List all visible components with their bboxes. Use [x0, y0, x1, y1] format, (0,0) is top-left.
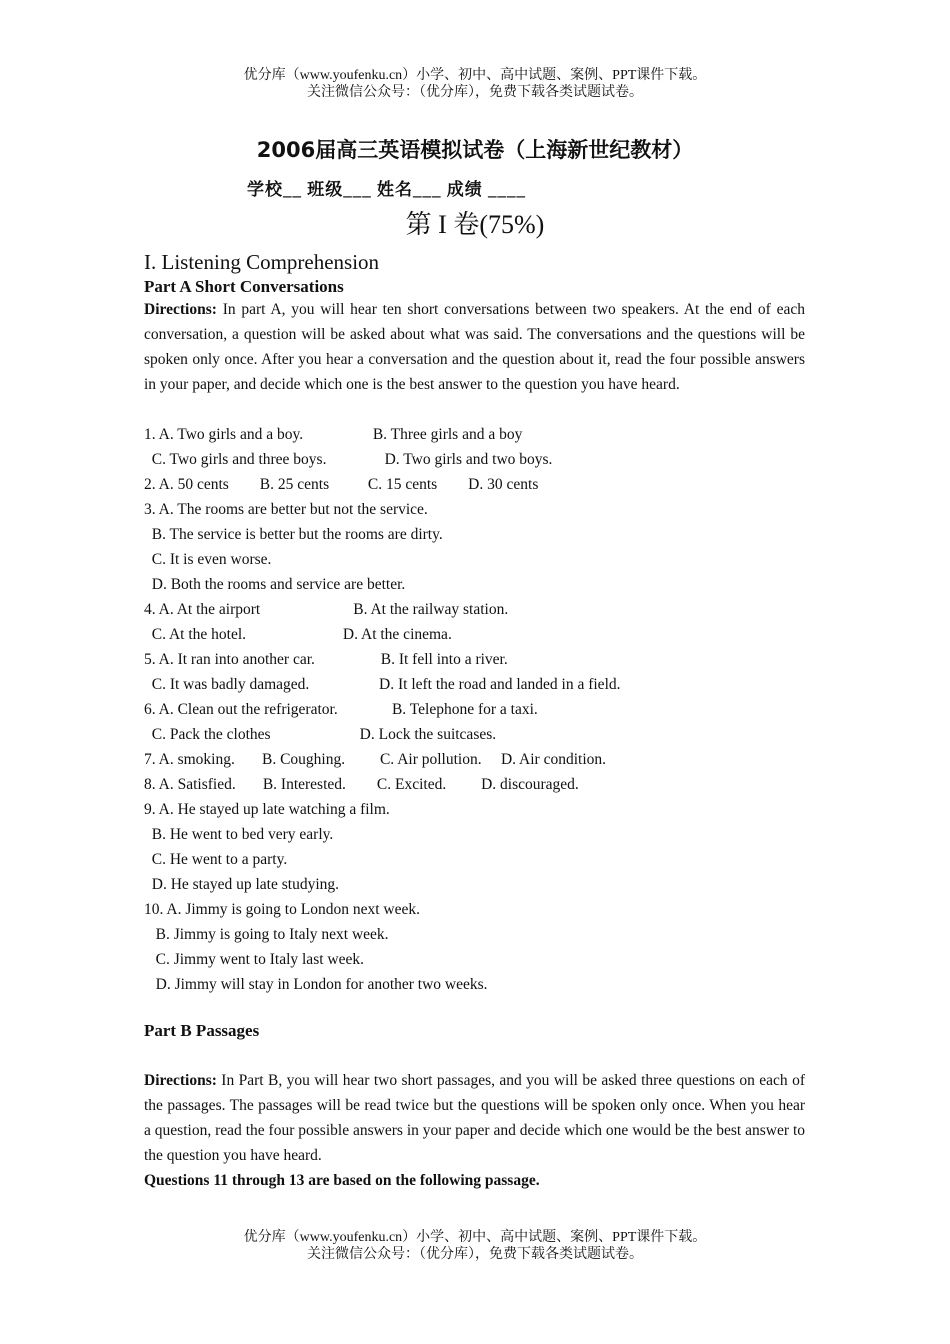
question-line: B. He went to bed very early.: [144, 826, 334, 843]
question-line: 9. A. He stayed up late watching a film.: [144, 801, 390, 818]
footer-line-2: 关注微信公众号：（优分库），免费下载各类试题试卷。: [307, 1247, 643, 1262]
question-line: 1. A. Two girls and a boy. B. Three girls and a boy: [144, 426, 523, 443]
directions-text: In Part B, you will hear two short passages, and you will be asked three questions on each of the passages. The passages will be read twice but the questions will be spoken only once. When you hear a question, read the four possible answers in your paper and decide which one would be the best answer to the question you have heard.: [144, 1072, 805, 1164]
question-line: B. Jimmy is going to Italy next week.: [144, 926, 389, 943]
question-line: 5. A. It ran into another car. B. It fell into a river.: [144, 651, 508, 668]
exam-content: [144, 247, 805, 1193]
part-b-note: Questions 11 through 13 are based on the following passage.: [144, 1172, 540, 1189]
part-b-heading: Part B Passages: [144, 1021, 260, 1040]
question-line: C. It was badly damaged. D. It left the road and landed in a field.: [144, 676, 621, 693]
student-info-line: 学校__ 班级___ 姓名___ 成绩 ____: [247, 180, 526, 199]
question-line: 6. A. Clean out the refrigerator. B. Telephone for a taxi.: [144, 701, 538, 718]
question-line: 4. A. At the airport B. At the railway station.: [144, 601, 509, 618]
part-a-heading: Part A Short Conversations: [144, 277, 344, 296]
part-b-directions: [144, 1068, 805, 1168]
part-a-directions: [144, 297, 805, 397]
question-line: B. The service is better but the rooms are dirty.: [144, 526, 443, 543]
directions-label: Directions:: [144, 1072, 217, 1089]
question-line: 8. A. Satisfied. B. Interested. C. Excited. D. discouraged.: [144, 776, 579, 793]
question-line: C. Jimmy went to Italy last week.: [144, 951, 364, 968]
page-footer: [0, 1229, 950, 1263]
question-line: C. He went to a party.: [144, 851, 288, 868]
directions-text: In part A, you will hear ten short conversations between two speakers. At the end of each conversation, a question will be asked about what was said. The conversations and the questions will be spoken only once. After you hear a conversation and the question about it, read the four possible answers in your paper, and decide which one is the best answer to the question you have heard.: [144, 301, 805, 393]
question-line: D. Jimmy will stay in London for another two weeks.: [144, 976, 488, 993]
volume-heading: 第 I 卷(75%): [405, 210, 545, 239]
question-line: 10. A. Jimmy is going to London next week.: [144, 901, 420, 918]
header-line-1: 优分库（www.youfenku.cn）小学、初中、高中试题、案例、PPT课件下载。: [243, 68, 707, 83]
question-line: C. It is even worse.: [144, 551, 272, 568]
question-line: C. At the hotel. D. At the cinema.: [144, 626, 452, 643]
question-line: C. Two girls and three boys. D. Two girls and two boys.: [144, 451, 553, 468]
footer-line-1: 优分库（www.youfenku.cn）小学、初中、高中试题、案例、PPT课件下载。: [243, 1230, 707, 1245]
directions-label: Directions:: [144, 301, 217, 318]
exam-title: 2006届高三英语模拟试卷（上海新世纪教材）: [256, 138, 694, 162]
question-line: 7. A. smoking. B. Coughing. C. Air pollution. D. Air condition.: [144, 751, 607, 768]
question-list: [144, 422, 805, 997]
question-line: 2. A. 50 cents B. 25 cents C. 15 cents D. 30 cents: [144, 476, 539, 493]
header-line-2: 关注微信公众号：（优分库），免费下载各类试题试卷。: [307, 85, 643, 100]
page-header: [0, 67, 950, 101]
question-line: D. Both the rooms and service are better.: [144, 576, 406, 593]
question-line: C. Pack the clothes D. Lock the suitcases.: [144, 726, 497, 743]
question-line: D. He stayed up late studying.: [144, 876, 340, 893]
question-line: 3. A. The rooms are better but not the service.: [144, 501, 428, 518]
section-heading-listening: I. Listening Comprehension: [144, 250, 380, 274]
